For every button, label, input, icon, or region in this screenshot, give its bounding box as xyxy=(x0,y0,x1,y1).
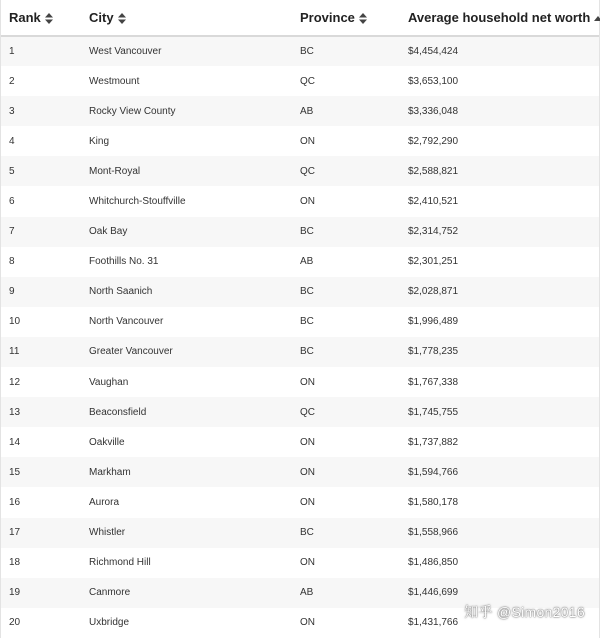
cell-rank: 16 xyxy=(9,496,21,508)
cell-rank: 4 xyxy=(9,135,15,147)
cell-net-worth: $4,454,424 xyxy=(408,46,459,58)
cell-rank: 9 xyxy=(9,286,15,298)
cell-province: BC xyxy=(300,286,314,298)
cell-rank: 18 xyxy=(9,557,21,569)
cell-net-worth: $1,431,766 xyxy=(408,617,459,629)
cell-province: QC xyxy=(300,406,315,418)
cell-province: ON xyxy=(300,496,315,508)
cell-rank: 19 xyxy=(9,587,21,599)
cell-province: BC xyxy=(300,316,314,328)
cell-rank: 2 xyxy=(9,75,15,87)
table-row xyxy=(1,156,599,186)
table-row xyxy=(1,247,599,277)
cell-rank: 13 xyxy=(9,406,21,418)
column-header-label: Average household net worth xyxy=(408,10,591,25)
cell-province: ON xyxy=(300,376,315,388)
cell-net-worth: $1,745,755 xyxy=(408,406,459,418)
cell-rank: 14 xyxy=(9,436,21,448)
table-row xyxy=(1,367,599,397)
cell-city: West Vancouver xyxy=(89,46,162,58)
table-row xyxy=(1,548,599,578)
cell-city: Whitchurch-Stouffville xyxy=(89,196,186,208)
cell-city: Foothills No. 31 xyxy=(89,256,159,268)
cell-city: Richmond Hill xyxy=(89,557,151,569)
cell-city: Canmore xyxy=(89,587,131,599)
cell-city: Vaughan xyxy=(89,376,129,388)
cell-rank: 10 xyxy=(9,316,21,328)
cell-province: BC xyxy=(300,527,314,539)
watermark: 知乎 @Simon2016 xyxy=(464,604,585,620)
table-row xyxy=(1,36,599,66)
cell-net-worth: $1,778,235 xyxy=(408,346,459,358)
cell-net-worth: $1,446,699 xyxy=(408,587,459,599)
cell-rank: 8 xyxy=(9,256,15,268)
cell-province: ON xyxy=(300,196,315,208)
sort-ascending-icon xyxy=(594,16,600,22)
table-row xyxy=(1,277,599,307)
cell-city: Rocky View County xyxy=(89,105,176,117)
cell-city: Westmount xyxy=(89,75,140,87)
cell-net-worth: $1,486,850 xyxy=(408,557,459,569)
cell-net-worth: $1,996,489 xyxy=(408,316,459,328)
cell-rank: 11 xyxy=(9,346,20,358)
cell-net-worth: $1,594,766 xyxy=(408,466,459,478)
cell-rank: 5 xyxy=(9,165,15,177)
column-header-rank[interactable] xyxy=(1,0,81,36)
table-body xyxy=(1,36,599,638)
column-header-label: City xyxy=(89,10,114,25)
cell-net-worth: $2,410,521 xyxy=(408,196,459,208)
cell-city: Markham xyxy=(89,466,131,478)
column-header-city[interactable] xyxy=(81,0,292,36)
table-row xyxy=(1,518,599,548)
cell-city: Whistler xyxy=(89,527,126,539)
table-row xyxy=(1,66,599,96)
cell-net-worth: $3,653,100 xyxy=(408,75,459,87)
cell-rank: 15 xyxy=(9,466,21,478)
sort-both-icon xyxy=(45,13,53,24)
table-row xyxy=(1,186,599,216)
cell-city: Beaconsfield xyxy=(89,406,147,418)
table-row xyxy=(1,397,599,427)
cell-city: Greater Vancouver xyxy=(89,346,173,358)
cell-province: ON xyxy=(300,557,315,569)
cell-rank: 7 xyxy=(9,226,15,238)
table-row xyxy=(1,126,599,156)
cell-rank: 1 xyxy=(9,46,15,58)
column-header-net-worth[interactable] xyxy=(400,0,599,36)
cell-province: QC xyxy=(300,75,315,87)
cell-net-worth: $1,580,178 xyxy=(408,496,459,508)
cell-province: ON xyxy=(300,617,315,629)
table-row xyxy=(1,307,599,337)
cell-rank: 20 xyxy=(9,617,21,629)
cell-province: BC xyxy=(300,46,314,58)
cell-province: ON xyxy=(300,135,315,147)
cell-province: AB xyxy=(300,256,314,268)
cell-city: North Vancouver xyxy=(89,316,164,328)
table-row xyxy=(1,96,599,126)
header-row xyxy=(1,0,599,36)
cell-net-worth: $1,767,338 xyxy=(408,376,459,388)
table-row xyxy=(1,487,599,517)
cell-rank: 3 xyxy=(9,105,15,117)
table-row xyxy=(1,457,599,487)
cell-net-worth: $2,314,752 xyxy=(408,226,459,238)
table-row xyxy=(1,217,599,247)
column-header-label: Rank xyxy=(9,10,41,25)
column-header-label: Province xyxy=(300,10,355,25)
sort-both-icon xyxy=(118,13,126,24)
cell-province: QC xyxy=(300,165,315,177)
cell-province: BC xyxy=(300,346,314,358)
cell-rank: 6 xyxy=(9,196,15,208)
table-row xyxy=(1,337,599,367)
cell-city: Oakville xyxy=(89,436,125,448)
cell-net-worth: $3,336,048 xyxy=(408,105,459,117)
cell-city: Aurora xyxy=(89,496,120,508)
cell-city: Oak Bay xyxy=(89,226,128,238)
cell-rank: 12 xyxy=(9,376,21,388)
cell-net-worth: $1,558,966 xyxy=(408,527,459,539)
cell-net-worth: $2,588,821 xyxy=(408,165,459,177)
cell-net-worth: $2,301,251 xyxy=(408,256,459,268)
cell-province: AB xyxy=(300,105,314,117)
cell-net-worth: $1,737,882 xyxy=(408,436,459,448)
cell-province: AB xyxy=(300,587,314,599)
cell-province: ON xyxy=(300,466,315,478)
cell-city: Uxbridge xyxy=(89,617,130,629)
cell-net-worth: $2,792,290 xyxy=(408,135,459,147)
column-header-province[interactable] xyxy=(292,0,400,36)
cell-province: ON xyxy=(300,436,315,448)
table-header xyxy=(1,0,599,36)
cell-city: Mont-Royal xyxy=(89,165,141,177)
sort-both-icon xyxy=(359,13,367,24)
cell-province: BC xyxy=(300,226,314,238)
cell-net-worth: $2,028,871 xyxy=(408,286,459,298)
cell-rank: 17 xyxy=(9,527,21,539)
table-row xyxy=(1,427,599,457)
net-worth-table xyxy=(1,0,599,638)
cell-city: North Saanich xyxy=(89,286,153,298)
cell-city: King xyxy=(89,135,110,147)
